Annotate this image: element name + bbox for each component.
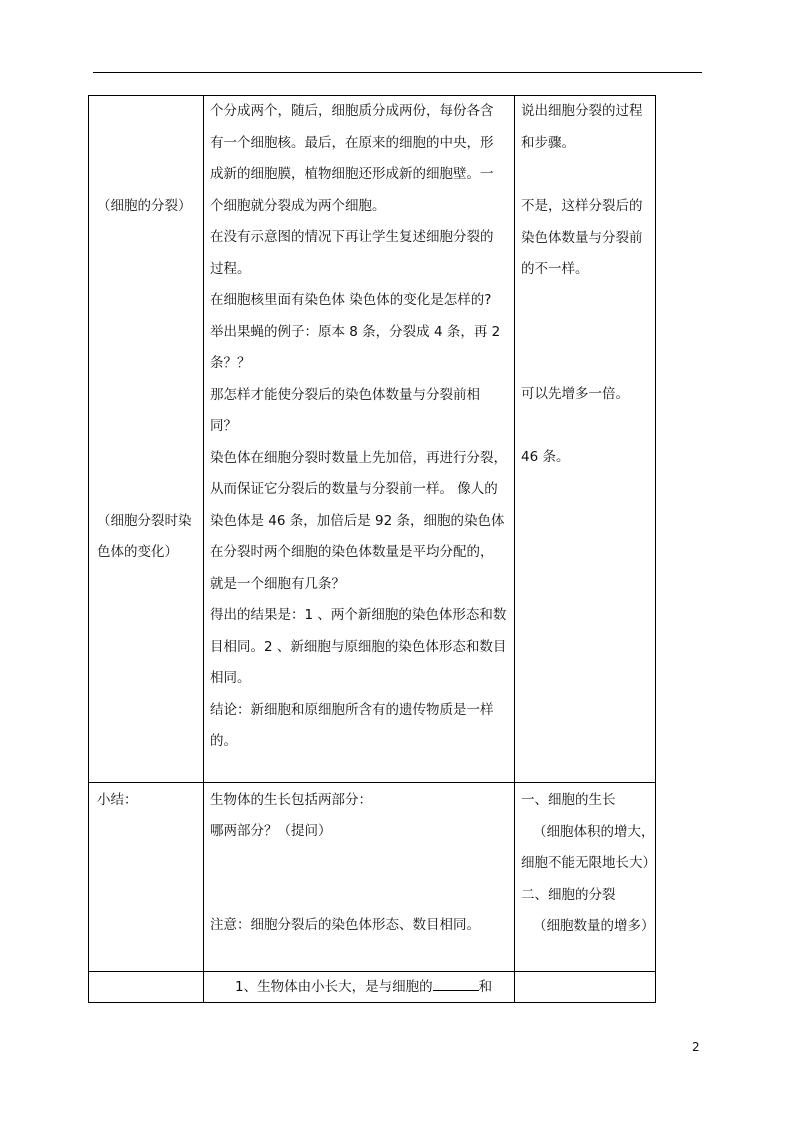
content-line: 举出果蝇的例子：原本 8 条，分裂成 4 条，再 2 xyxy=(210,323,501,340)
summary-label: 小结： xyxy=(97,792,138,808)
content-line: 条？？ xyxy=(210,355,251,371)
page-number: 2 xyxy=(692,1040,700,1054)
exercise-text-suffix: 和 xyxy=(478,979,493,995)
content-line: 相同。 xyxy=(210,670,251,686)
label-cell-chromosome-line2: 色体的变化） xyxy=(97,544,178,560)
activity-line: 的不一样。 xyxy=(521,261,589,277)
content-line: 结论：新细胞和原细胞所含有的遗传物质是一样 xyxy=(210,701,494,718)
exercise-question-1 xyxy=(235,972,492,1004)
summary-note: 注意：细胞分裂后的染色体形态、数目相同。 xyxy=(210,917,480,933)
summary-line-2: 哪两部分？（提问） xyxy=(210,823,332,839)
content-line: 从而保证它分裂后的数量与分裂前一样。 像人的 xyxy=(210,481,498,497)
student-activity-block-2 xyxy=(521,191,643,286)
student-activity-block-3: 可以先增多一倍。 xyxy=(521,386,629,402)
content-line: 染色体是 46 条，加倍后是 92 条，细胞的染色体 xyxy=(210,512,505,529)
column-divider-2 xyxy=(514,96,515,1002)
content-line: 染色体在细胞分裂时数量上先加倍，再进行分裂， xyxy=(210,449,507,466)
content-line: 的。 xyxy=(210,733,237,749)
summary-answers xyxy=(521,785,656,943)
student-activity-block-4: 46 条。 xyxy=(521,449,570,465)
content-line: 同？ xyxy=(210,418,237,434)
activity-line: 染色体数量与分裂前 xyxy=(521,229,643,246)
content-line: 成新的细胞膜，植物细胞还形成新的细胞壁。一 xyxy=(210,166,494,182)
answer-line: 二、细胞的分裂 xyxy=(521,886,616,903)
content-line: 目相同。2 、新细胞与原细胞的染色体形态和数目 xyxy=(210,638,507,655)
content-line: 在细胞核里面有染色体 染色体的变化是怎样的? xyxy=(210,292,492,308)
content-line: 有一个细胞核。最后，在原来的细胞的中央，形 xyxy=(210,134,494,151)
summary-line-1: 生物体的生长包括两部分： xyxy=(210,792,372,808)
content-line: 过程。 xyxy=(210,260,251,277)
answer-line: 一、细胞的生长 xyxy=(521,792,616,808)
answer-line: （细胞数量的增多） xyxy=(533,918,655,934)
fill-in-blank xyxy=(433,976,479,991)
activity-line: 和步骤。 xyxy=(521,134,575,151)
content-line: 在没有示意图的情况下再让学生复述细胞分裂的 xyxy=(210,229,494,245)
answer-line: 细胞不能无限地长大） xyxy=(521,855,656,871)
content-line: 个细胞就分裂成为两个细胞。 xyxy=(210,197,386,214)
content-line: 得出的结果是：1 、两个新细胞的染色体形态和数 xyxy=(210,607,507,623)
answer-line: （细胞体积的增大， xyxy=(533,823,655,840)
exercise-text-prefix: 1、生物体由小长大，是与细胞的 xyxy=(235,979,433,995)
content-line: 那怎样才能使分裂后的染色体数量与分裂前相 xyxy=(210,386,480,403)
header-rule xyxy=(93,72,702,73)
teaching-content xyxy=(210,96,507,758)
activity-line: 不是，这样分裂后的 xyxy=(521,198,643,214)
activity-line: 说出细胞分裂的过程 xyxy=(521,103,643,119)
label-cell-chromosome-line1: （细胞分裂时染 xyxy=(97,513,192,529)
student-activity-block-1 xyxy=(521,96,643,159)
lesson-table xyxy=(88,95,656,1003)
content-line: 在分裂时两个细胞的染色体数量是平均分配的， xyxy=(210,544,494,560)
label-cell-division: （细胞的分裂） xyxy=(97,198,192,214)
content-line: 个分成两个，随后，细胞质分成两份，每份各含 xyxy=(210,103,494,119)
row-divider-1 xyxy=(89,782,655,783)
column-divider-1 xyxy=(203,96,204,1002)
content-line: 就是一个细胞有几条？ xyxy=(210,575,345,592)
